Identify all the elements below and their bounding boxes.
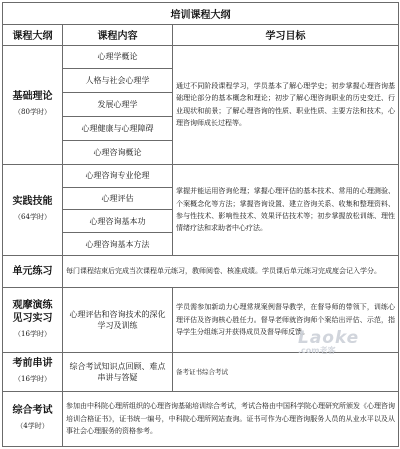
table-row xyxy=(3,45,399,69)
pre-exam-note: 备考证书综合考试 xyxy=(173,352,399,391)
table-row xyxy=(3,256,399,288)
table-row xyxy=(3,352,399,391)
module-name: 观摩演练 xyxy=(12,299,53,311)
table-title: 培训课程大纲 xyxy=(3,3,399,25)
module-hours: （16学时） xyxy=(14,329,51,338)
header-goal: 学习目标 xyxy=(173,24,399,45)
course-item: 心理咨询基本功 xyxy=(63,210,173,233)
goal-text: 掌握并能运用咨询伦理；掌握心理评估的基本技术、常用的心理测验、个案概念化等方法；掌握咨询设置、建立咨询关系、收集和整理资料、参与性技术、影响性技术、效果评估技术等；初步掌握放松训练、理性情绪疗法和求助者中心疗法。 xyxy=(173,164,399,255)
table-row xyxy=(3,288,399,352)
course-item: 心理评估 xyxy=(63,187,173,210)
table-row xyxy=(3,391,399,446)
module-name: 考前串讲 xyxy=(12,358,53,370)
header-content: 课程内容 xyxy=(63,24,173,45)
course-item: 心理咨询专业伦理 xyxy=(63,164,173,187)
table-row xyxy=(3,164,399,187)
course-item: 人格与社会心理学 xyxy=(63,69,173,93)
course-item: 心理咨询基本方法 xyxy=(63,233,173,256)
module-hours: （16学时） xyxy=(14,375,51,384)
goal-text: 通过不同阶段课程学习，学员基本了解心理学史；初步掌握心理咨询基础理论部分的基本概念和理论；初步了解心理咨询职业的历史变迁、行业现状和前景；了解心理咨询的性质、职业性质、主要方法和技术，心理咨询师成长过程等。 xyxy=(173,45,399,164)
watermark-brand: Laoke xyxy=(298,328,360,348)
final-exam-text: 参加由中科院心理所组织的心理咨询基础培训综合考试，考试合格由中国科学院心理研究所颁发《心理咨询培训合格证书》，证书统一编号，中科院心理所网站查询。证书可作为心理咨询服务人员的从业水平以及从事社会心理服务的资格参考。 xyxy=(63,391,399,446)
goal-text: 学员需参加新动力心理常规案例督导教学，在督导师的带领下，训练心理评估及咨询核心胜任力。督导老师就咨询师个案给出评估、示范，指导学生分组练习并获得成员及督导师反馈。 xyxy=(173,288,399,352)
course-item: 心理咨询概论 xyxy=(63,140,173,164)
course-item: 发展心理学 xyxy=(63,93,173,117)
course-item: 心理健康与心理障碍 xyxy=(63,117,173,141)
course-item: 心理学概论 xyxy=(63,45,173,69)
module-hours: （4学时） xyxy=(16,422,49,431)
module-final-exam xyxy=(3,391,63,446)
title-row xyxy=(3,3,399,25)
module-name-line2: 见习实习 xyxy=(12,312,53,324)
header-module: 课程大纲 xyxy=(3,24,63,45)
course-item: 心理评估和咨询技术的深化学习及训练 xyxy=(63,288,173,352)
unit-practice-text: 每门课程结束后完成当次课程单元练习，教师阅卷、核准成绩。学员课后单元练习完成度会记入学分。 xyxy=(63,256,399,288)
header-row xyxy=(3,24,399,45)
module-hours: （64学时） xyxy=(14,213,51,222)
module-unit-practice: 单元练习 xyxy=(3,256,63,288)
module-name: 基础理论 xyxy=(12,91,53,103)
module-name: 综合考试 xyxy=(12,405,53,417)
module-pre-exam xyxy=(3,352,63,391)
module-name: 实践技能 xyxy=(12,196,53,208)
module-observation xyxy=(3,288,63,352)
watermark-sub: .com老客 xyxy=(298,346,336,355)
course-outline-table xyxy=(2,2,399,447)
module-basic-theory xyxy=(3,45,63,164)
module-hours: （80学时） xyxy=(14,108,51,117)
course-item: 综合考试知识点回顾、难点串讲与答疑 xyxy=(63,352,173,391)
module-practical-skills xyxy=(3,164,63,255)
